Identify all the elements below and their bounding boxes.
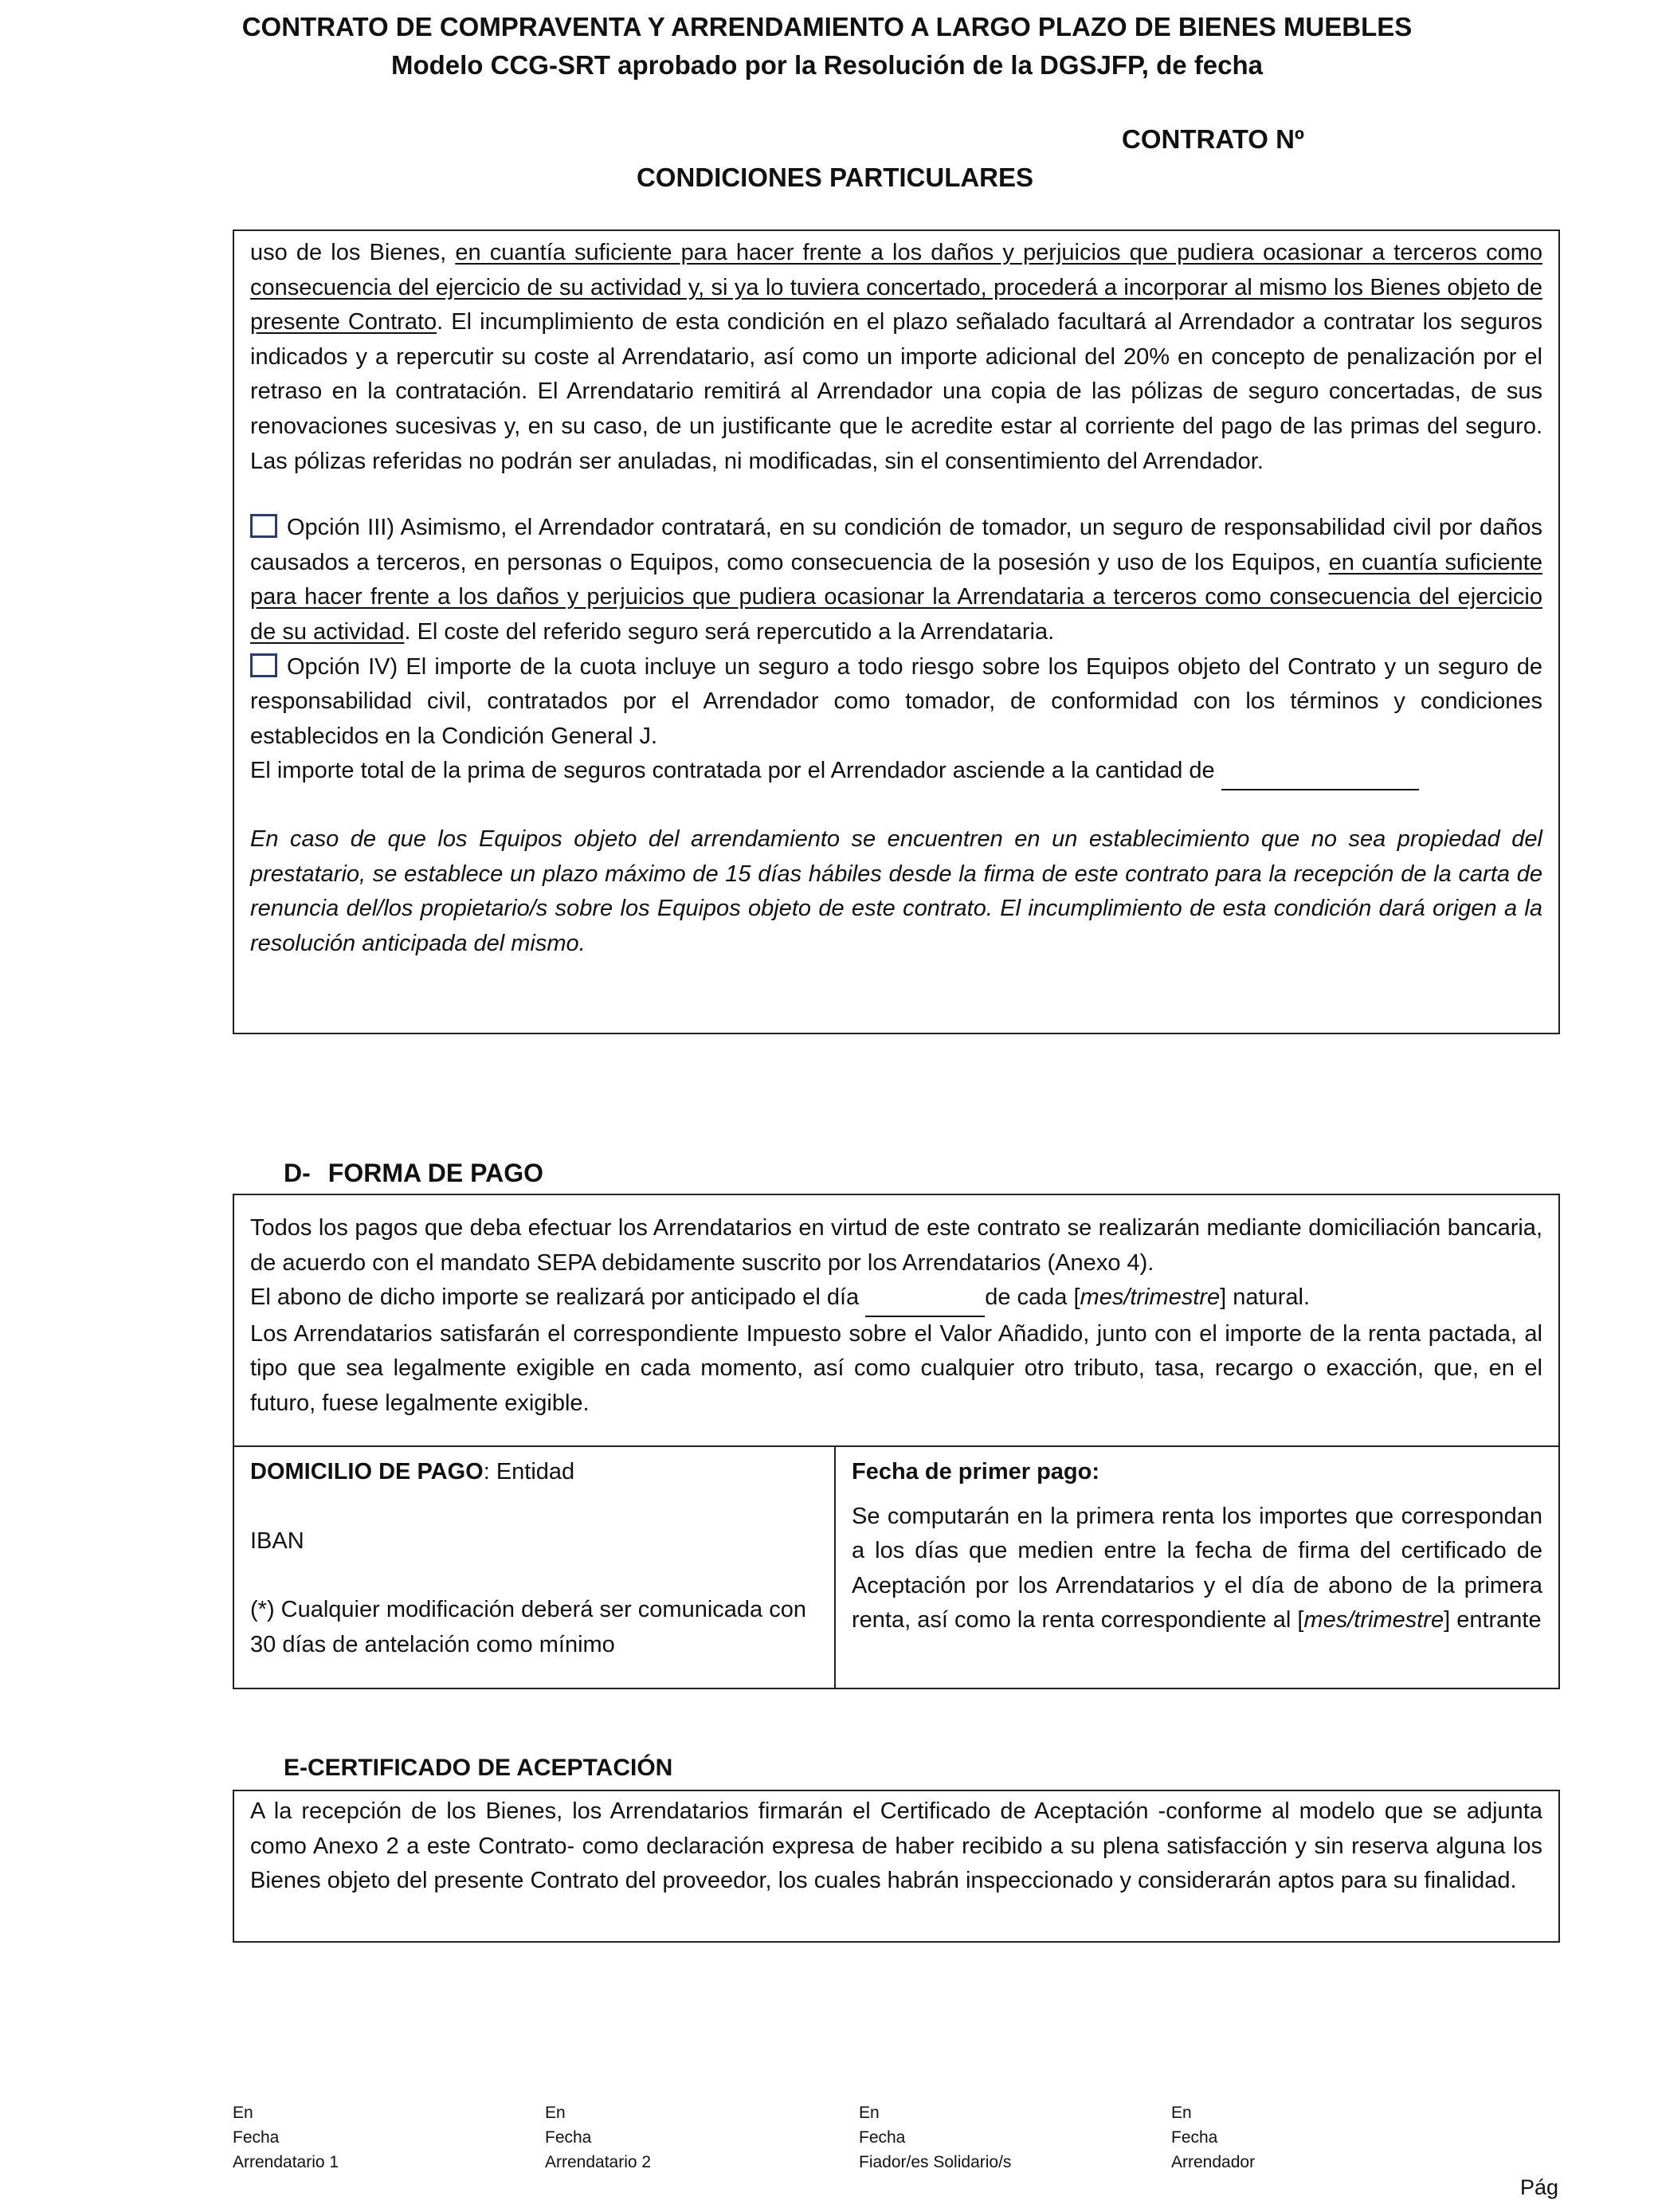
payment-domicile: DOMICILIO DE PAGO: Entidad	[250, 1459, 575, 1484]
option-iv-checkbox[interactable]	[250, 653, 277, 677]
payment-details-table	[233, 1445, 1560, 1689]
option-iii-checkbox[interactable]	[250, 514, 277, 538]
insurance-conditions-box	[233, 229, 1560, 1034]
contract-number-label: CONTRATO Nº	[1122, 124, 1304, 154]
vat-paragraph: Los Arrendatarios satisfarán el correspondiente Impuesto sobre el Valor Añadido, junto con el importe de la renta pactada, al tipo que sea legalmente exigible en cada momento, así como cualquier otro tributo, tasa, recargo o exacción, que, en el futuro, fuese legalmente exigible.	[250, 1320, 1542, 1416]
option-iv-paragraph: Opción IV) El importe de la cuota incluye un seguro a todo riesgo sobre los Equipos objeto del Contrato y un seguro de responsabilidad civil, contratados por el Arrendador como tomador, de conformidad con los términos y condiciones establecidos en la Condición General J.	[250, 653, 1542, 749]
iban-label: IBAN	[250, 1528, 304, 1554]
first-payment-cell	[836, 1447, 1558, 1688]
insurance-paragraph: uso de los Bienes, en cuantía suficiente para hacer frente a los daños y perjuicios que pudiera ocasionar a terceros como consecuencia del ejercicio de su actividad y, si ya lo tuviera concertado, procederá a incorporar al mismo los Bienes objeto de presente Contrato. El incumplimiento de esta condición en el plazo señalado facultará al Arrendador a contratar los seguros indicados y a repercutir su coste al Arrendatario, así como un importe adicional del 20% en concepto de penalización por el retraso en la contratación. El Arrendatario remitirá al Arrendador una copia de las pólizas de seguro concertadas, de sus renovaciones sucesivas y, en su caso, de un justificante que le acredite estar al corriente del pago de las primas del seguro. Las pólizas referidas no podrán ser anuladas, ni modificadas, sin el consentimiento del Arrendador.	[250, 240, 1543, 474]
payment-day-blank[interactable]	[865, 1281, 985, 1317]
premises-note: En caso de que los Equipos objeto del arrendamiento se encuentren en un establecimiento que no sea propiedad del prestatario, se establece un plazo máximo de 15 días hábiles desde la firma de este contrato para la recepción de la carta de renuncia del/los propietario/s sobre los Equipos objeto de este contrato. El incumplimiento de esta condición dará origen a la resolución anticipada del mismo.	[250, 826, 1542, 956]
section-title-condiciones: CONDICIONES PARTICULARES	[636, 163, 1034, 192]
payment-section-heading: D- FORMA DE PAGO	[284, 1159, 543, 1187]
payment-terms-box	[233, 1194, 1560, 1447]
signature-block-arrendador: En Fecha Arrendador	[1171, 2104, 1256, 2171]
document-subtitle-model: Modelo CCG-SRT aprobado por la Resolución de la DGSJFP, de fecha	[390, 50, 1264, 80]
premium-amount-line: El importe total de la prima de seguros contratada por el Arrendador asciende a la cantidad de	[250, 754, 1542, 790]
premium-amount-blank[interactable]	[1221, 754, 1419, 790]
payment-day-line: El abono de dicho importe se realizará por anticipado el día de cada [mes/trimestre] natural.	[250, 1281, 1542, 1317]
acceptance-section-heading: E-CERTIFICADO DE ACEPTACIÓN	[284, 1755, 673, 1781]
signature-block-arrendatario-2: En Fecha Arrendatario 2	[545, 2104, 652, 2171]
acceptance-text: A la recepción de los Bienes, los Arrendatarios firmarán el Certificado de Aceptación -conforme al modelo que se adjunta como Anexo 2 a este Contrato- como declaración expresa de haber recibido a su plena satisfacción y sin reserva alguna los Bienes objeto del presente Contrato del proveedor, los cuales habrán inspeccionado y considerarán aptos para su finalidad.	[250, 1798, 1542, 1894]
first-payment-text: Se computarán en la primera renta los importes que correspondan a los días que medien entre la fecha de firma del certificado de Aceptación por los Arrendatarios y el día de abono de la primera renta, así como la renta correspondiente al [mes/trimestre] entrante	[852, 1503, 1542, 1634]
option-iii-paragraph: Opción III) Asimismo, el Arrendador contratará, en su condición de tomador, un seguro de responsabilidad civil por daños causados a terceros, en personas o Equipos, como consecuencia de la posesión y uso de los Equipos, en cuantía suficiente para hacer frente a los daños y perjuicios que pudiera ocasionar la Arrendataria a terceros como consecuencia del ejercicio de su actividad. El coste del referido seguro será repercutido a la Arrendataria.	[250, 515, 1542, 645]
signature-block-fiador: En Fecha Fiador/es Solidario/s	[859, 2104, 1012, 2171]
document-title: CONTRATO DE COMPRAVENTA Y ARRENDAMIENTO A LARGO PLAZO DE BIENES MUEBLES	[241, 12, 1413, 41]
payment-method-paragraph: Todos los pagos que deba efectuar los Arrendatarios en virtud de este contrato se realizarán mediante domiciliación bancaria, de acuerdo con el mandato SEPA debidamente suscrito por los Arrendatarios (Anexo 4).	[250, 1215, 1542, 1276]
acceptance-box	[233, 1790, 1560, 1943]
first-payment-label: Fecha de primer pago:	[852, 1459, 1100, 1484]
page-number-label: Pág	[1520, 2175, 1559, 2199]
modification-note: (*) Cualquier modificación deberá ser comunicada con 30 días de antelación como mínimo	[250, 1597, 806, 1657]
payment-domicile-cell	[234, 1447, 836, 1688]
signature-block-arrendatario-1: En Fecha Arrendatario 1	[233, 2104, 339, 2171]
